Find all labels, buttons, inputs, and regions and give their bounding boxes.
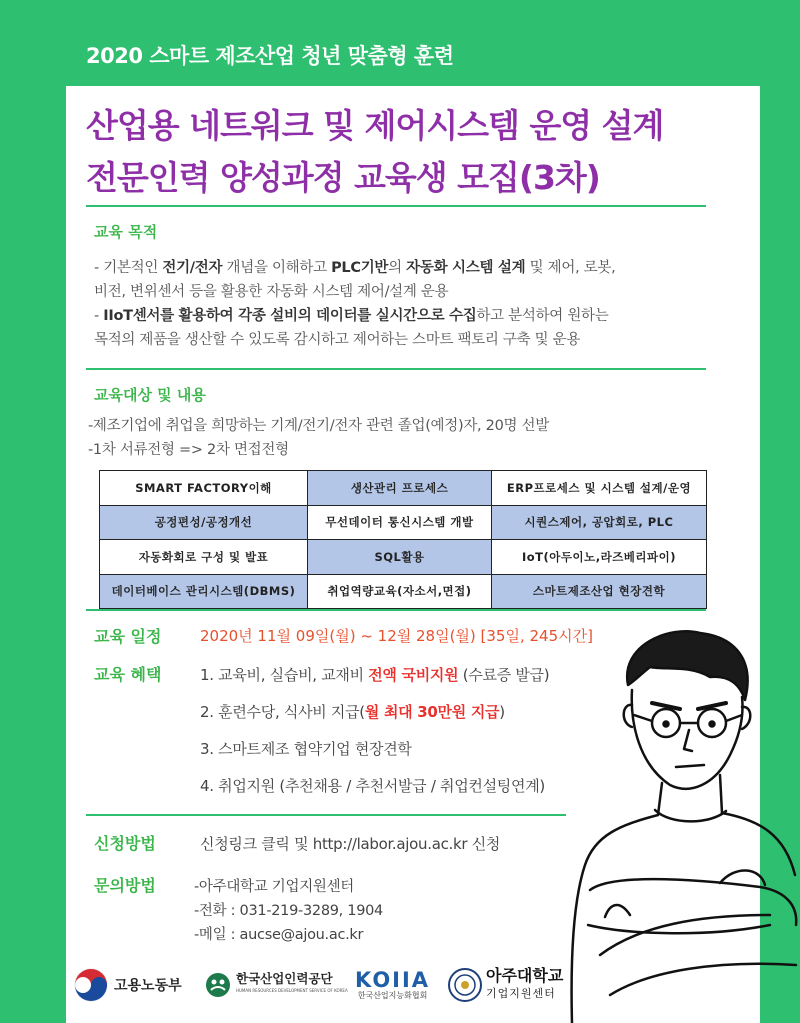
ajou-sub: 기업지원센터 <box>486 987 556 1000</box>
table-row <box>100 471 707 506</box>
moel-logo <box>74 965 182 1005</box>
table-cell: SQL활용 <box>308 540 492 575</box>
text-span: 의 <box>388 260 407 276</box>
text-span: 개념을 이해하고 <box>222 260 332 276</box>
hrdk-name-en: HUMAN RESOURCES DEVELOPMENT SERVICE OF KOREA <box>236 988 348 993</box>
table-cell: 공정편성/공정개선 <box>100 505 308 540</box>
banner-title: 2020 스마트 제조산업 청년 맞춤형 훈련 <box>86 44 454 68</box>
divider <box>86 609 706 611</box>
text-span: - <box>94 308 104 324</box>
benefit-item-4: 4. 취업지원 (추천채용 / 추천서발급 / 취업컨설팅연계) <box>200 777 545 795</box>
table-row <box>100 540 707 575</box>
ajou-text <box>486 967 563 1003</box>
benefits-label: 교육 혜택 <box>94 665 162 684</box>
koiia-logo <box>355 965 430 1005</box>
contact-line-1: -아주대학교 기업지원센터 <box>194 879 355 895</box>
text-span: 전액 국비지원 <box>368 666 459 684</box>
purpose-text <box>94 256 615 352</box>
taegeuk-icon <box>74 968 108 1002</box>
table-cell: 자동화회로 구성 및 발표 <box>100 540 308 575</box>
purpose-line-2: 비전, 변위센서 등을 활용한 자동화 시스템 제어/설계 운용 <box>94 284 449 300</box>
koiia-name: KOIIA <box>355 968 431 992</box>
table-cell: IoT(아두이노,라즈베리파이) <box>492 540 707 575</box>
apply-label: 신청방법 <box>94 834 156 853</box>
contact-line-2: -전화 : 031-219-3289, 1904 <box>194 903 383 919</box>
table-row <box>100 505 707 540</box>
schedule-value: 2020년 11월 09일(월) ~ 12월 28일(월) [35일, 245시간] <box>200 627 593 645</box>
man-illustration <box>570 625 800 1023</box>
target-line-2: -1차 서류전형 => 2차 면접전형 <box>88 442 289 458</box>
text-span: 하고 분석하여 원하는 <box>476 308 609 324</box>
curriculum-table <box>99 470 707 609</box>
target-line-1: -제조기업에 취업을 희망하는 기계/전기/전자 관련 졸업(예정)자, 20명 선발 <box>88 418 549 434</box>
text-span: 전기/전자 <box>162 260 223 276</box>
koiia-sub: 한국산업지능화협회 <box>357 991 428 1000</box>
text-span: ) <box>499 703 505 721</box>
ajou-logo <box>448 965 563 1005</box>
table-cell: 취업역량교육(자소서,면접) <box>308 574 492 609</box>
table-row <box>100 574 707 609</box>
hrdk-logo <box>205 965 348 1005</box>
hrdk-icon <box>205 972 231 998</box>
purpose-line-1 <box>94 256 615 280</box>
benefit-item-1 <box>200 664 549 685</box>
table-cell: 스마트제조산업 현장견학 <box>492 574 707 609</box>
purpose-line-3 <box>94 304 615 328</box>
benefit-item-3: 3. 스마트제조 협약기업 현장견학 <box>200 740 412 758</box>
text-span: 월 최대 30만원 지급 <box>364 703 500 721</box>
page-title <box>86 100 663 204</box>
contact-info <box>194 875 383 947</box>
table-cell: SMART FACTORY이해 <box>100 471 308 506</box>
target-text <box>88 414 549 462</box>
text-span: 2. 훈련수당, 식사비 지급( <box>200 703 365 721</box>
hrdk-text <box>236 973 348 997</box>
text-span: 자동화 시스템 설계 <box>406 260 526 276</box>
target-heading: 교육대상 및 내용 <box>94 386 206 404</box>
apply-value[interactable]: 신청링크 클릭 및 http://labor.ajou.ac.kr 신청 <box>200 835 501 853</box>
text-span: IIoT센서를 활용하여 각종 설비의 데이터를 실시간으로 수집 <box>103 308 477 324</box>
purpose-heading: 교육 목적 <box>94 223 158 241</box>
hrdk-name: 한국산업인력공단 <box>236 971 333 986</box>
ajou-emblem-icon <box>448 968 482 1002</box>
title-line-2: 전문인력 양성과정 교육생 모집(3차) <box>86 158 600 197</box>
ajou-name: 아주대학교 <box>486 966 564 985</box>
contact-label: 문의방법 <box>94 876 156 895</box>
divider <box>86 368 706 370</box>
table-cell: 데이터베이스 관리시스템(DBMS) <box>100 574 308 609</box>
table-cell: 생산관리 프로세스 <box>308 471 492 506</box>
table-cell: 시퀀스제어, 공압회로, PLC <box>492 505 707 540</box>
schedule-label: 교육 일정 <box>94 627 162 646</box>
table-cell: ERP프로세스 및 시스템 설계/운영 <box>492 471 707 506</box>
moel-name: 고용노동부 <box>114 978 182 994</box>
divider <box>86 205 706 207</box>
text-span: (수료증 발급) <box>458 666 550 684</box>
text-span: PLC기반 <box>331 260 389 276</box>
benefit-item-2 <box>200 701 505 722</box>
divider <box>86 814 566 816</box>
contact-line-3[interactable]: -메일 : aucse@ajou.ac.kr <box>194 927 364 943</box>
text-span: - 기본적인 <box>94 260 163 276</box>
text-span: 및 제어, 로봇, <box>525 260 616 276</box>
purpose-line-4: 목적의 제품을 생산할 수 있도록 감시하고 제어하는 스마트 팩토리 구축 및 운용 <box>94 332 581 348</box>
title-line-1: 산업용 네트워크 및 제어시스템 운영 설계 <box>86 106 664 145</box>
text-span: 1. 교육비, 실습비, 교재비 <box>200 666 369 684</box>
table-cell: 무선데이터 통신시스템 개발 <box>308 505 492 540</box>
